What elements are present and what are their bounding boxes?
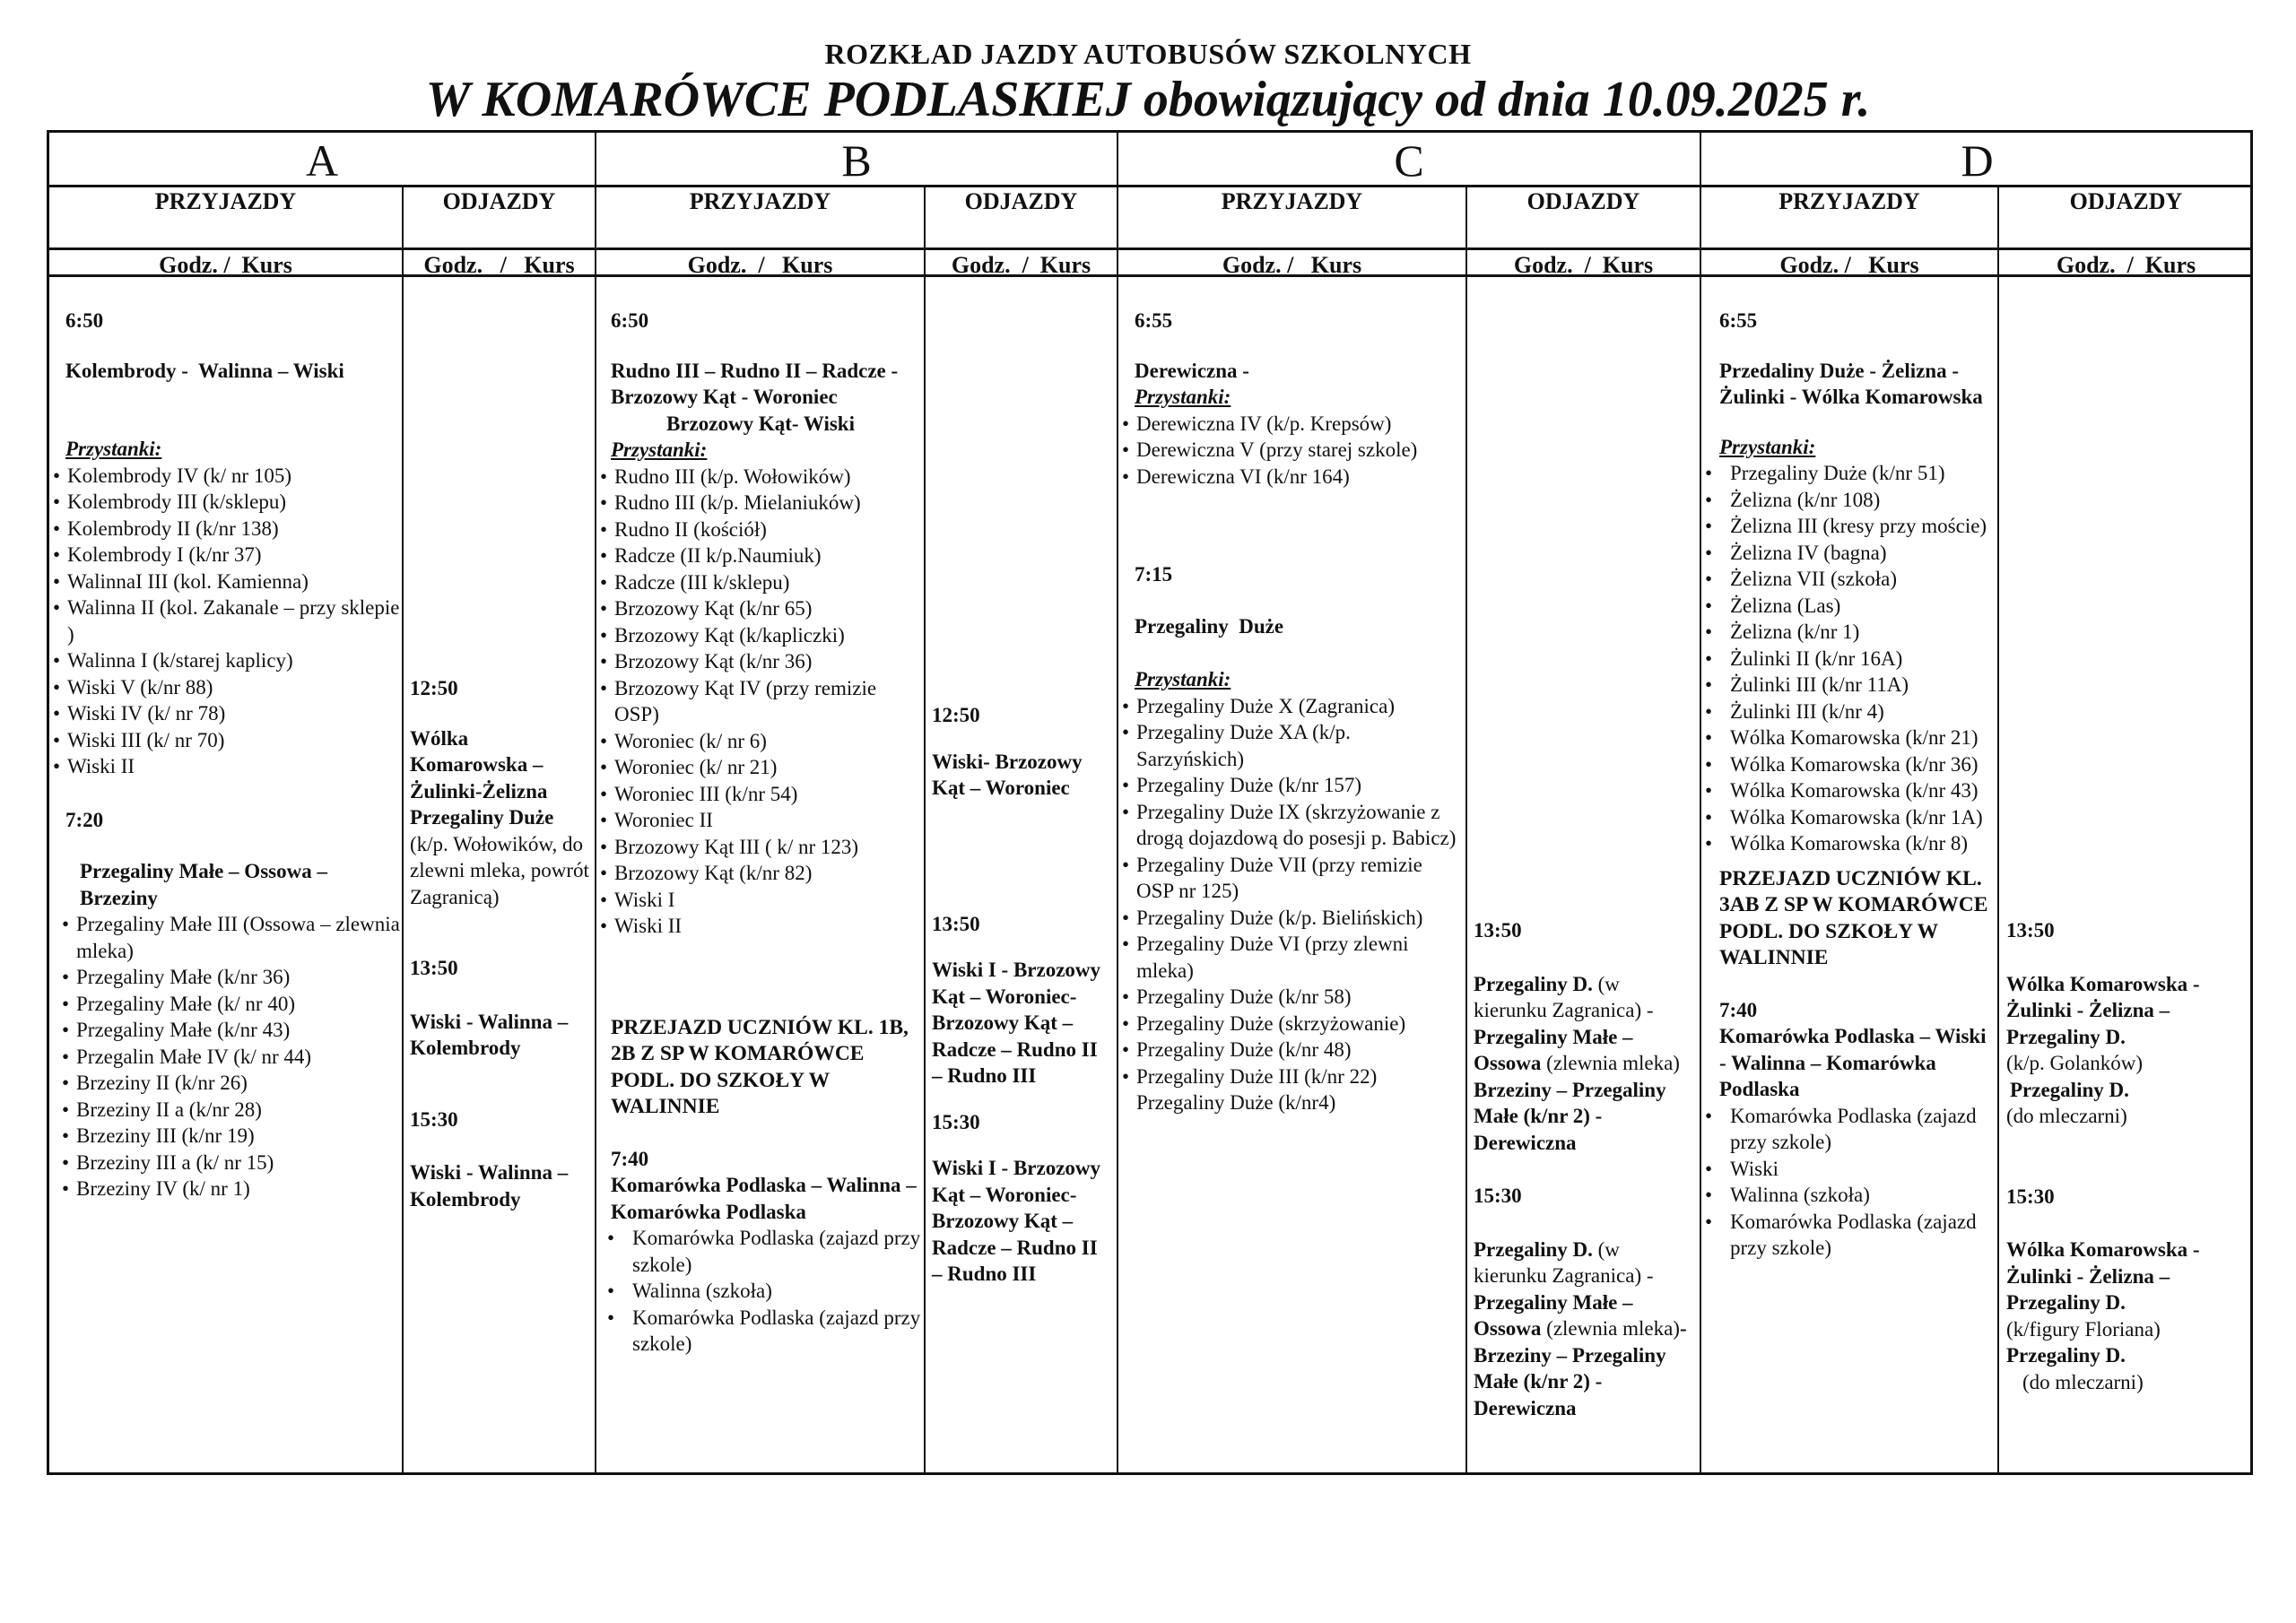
stop-item: • Brzozowy Kąt (k/kapliczki) <box>600 622 921 649</box>
a-arrivals-cell <box>53 281 401 1202</box>
c-arrivals-header: PRZYJAZDY <box>1221 188 1363 214</box>
route-part: - Brzeziny – Przegaliny Małe (k/nr 2) - Derewiczna <box>1474 1317 1687 1419</box>
d-arrivals-cell <box>1707 281 1996 1262</box>
stop-item: • Przegaliny Duże (k/nr 157) <box>1122 772 1463 799</box>
stop-item: • Przegaliny Duże VI (przy zlewni mleka) <box>1122 931 1463 984</box>
transfer-note: PRZEJAZD UCZNIÓW KL. 3AB Z SP W KOMARÓWCE PODL. DO SZKOŁY W WALINNIE <box>1719 866 1988 969</box>
stop-item: • Derewiczna V (przy starej szkole) <box>1122 437 1463 464</box>
divider <box>1465 187 1467 1472</box>
stop-item: • Derewiczna IV (k/p. Krepsów) <box>1122 411 1463 438</box>
stop-item: • Rudno III (k/p. Wołowików) <box>600 464 921 490</box>
d-arrivals-header: PRZYJAZDY <box>1779 188 1920 214</box>
stop-item: • Walinna (szkoła) <box>600 1278 921 1305</box>
stop-item: • Żelizna III (kresy przy moście) <box>1698 513 1996 540</box>
course-route: Wiski- Brzozowy Kąt – Woroniec <box>932 750 1083 799</box>
course-route: Przedaliny Duże - Żelizna - Żulinki - Wólka Komarowska <box>1719 359 1983 408</box>
stop-item: • Brzozowy Kąt III ( k/ nr 123) <box>600 834 921 861</box>
stop-item: • Kolembrody III (k/sklepu) <box>53 489 401 516</box>
route-part: Przegaliny D. <box>1474 972 1593 995</box>
course-time: 15:30 <box>2006 1185 2055 1208</box>
route-part: Przegaliny Małe – Ossowa <box>1474 1025 1633 1074</box>
stop-item: • Przegaliny Duże VII (przy remizie OSP nr 125) <box>1122 852 1463 905</box>
stop-item: • Żulinki II (k/nr 16A) <box>1698 646 1996 673</box>
stop-item: • Przegaliny Małe (k/nr 43) <box>62 1017 401 1044</box>
stops-heading: Przystanki: <box>1135 386 1231 408</box>
course-time: 7:40 <box>1719 998 1758 1021</box>
stop-item: • Wiski IV (k/ nr 78) <box>53 700 401 727</box>
b-departures-subheader: Godz. / Kurs <box>951 252 1091 278</box>
stop-item: • Brzozowy Kąt (k/nr 65) <box>600 595 921 622</box>
stop-item: • Komarówka Podlaska (zajazd przy szkole) <box>600 1305 921 1358</box>
stop-item: • Brzeziny III a (k/ nr 15) <box>62 1150 401 1176</box>
stop-item: • Żelizna (Las) <box>1698 593 1996 620</box>
course-route: Przegaliny D. <box>2010 1078 2129 1101</box>
stop-item: • Wiski II <box>53 753 401 780</box>
stop-item: • Przegaliny Małe (k/ nr 40) <box>62 991 401 1018</box>
b-arrivals-header: PRZYJAZDY <box>689 188 831 214</box>
course-time: 13:50 <box>410 957 458 979</box>
stop-item: • Przegaliny Małe (k/nr 36) <box>62 964 401 991</box>
stop-item: • Wólka Komarowska (k/nr 36) <box>1698 751 1996 778</box>
c-departures-cell <box>1474 281 1696 1421</box>
stops-list <box>1122 411 1463 490</box>
schedule-table <box>47 130 2253 1475</box>
course-time: 7:20 <box>65 808 104 831</box>
course-note: (do mleczarni) <box>2022 1370 2144 1393</box>
stop-item: • Walinna II (kol. Zakanale – przy sklepie ) <box>53 595 401 647</box>
stop-item: • Żulinki III (k/nr 11A) <box>1698 672 1996 699</box>
stop-item: • Przegaliny Duże (k/nr 48) <box>1122 1037 1463 1063</box>
stop-item: • Radcze (II k/p.Naumiuk) <box>600 542 921 569</box>
stop-item: • Komarówka Podlaska (zajazd przy szkole) <box>1698 1103 1996 1156</box>
c-departures-subheader: Godz. / Kurs <box>1513 252 1654 278</box>
stop-item: • Wiski III (k/ nr 70) <box>53 727 401 754</box>
stop-item: • Przegaliny Duże (skrzyżowanie) <box>1122 1011 1463 1037</box>
a-departures-header: ODJAZDY <box>442 188 556 214</box>
stop-item: • Wiski II <box>600 913 921 940</box>
route-part: (zlewnia mleka) <box>1541 1317 1680 1340</box>
c-arrivals-subheader: Godz. / Kurs <box>1222 252 1362 278</box>
stop-item: • Przegaliny Małe III (Ossowa – zlewnia mleka) <box>62 911 401 964</box>
divider <box>1117 133 1118 1472</box>
course-route: Komarówka Podlaska – Walinna – Komarówka Podlaska <box>611 1174 917 1223</box>
course-route: Wólka Komarowska - Żulinki - Żelizna – Przegaliny D. <box>2006 972 2200 1048</box>
course-route: Wólka Komarowska – Żulinki-Żelizna Przegaliny Duże <box>410 726 554 829</box>
route-part: Przegaliny D. <box>1474 1237 1593 1261</box>
d-departures-cell <box>2006 281 2250 1395</box>
stop-item: • Przegaliny Duże (k/nr 51) <box>1698 460 1996 487</box>
course-route: Wiski I - Brzozowy Kąt – Woroniec- Brzozowy Kąt – Radcze – Rudno II – Rudno III <box>932 959 1101 1087</box>
course-route: Wólka Komarowska - Żulinki - Żelizna – Przegaliny D. <box>2006 1238 2200 1314</box>
stop-item: • Wiski I <box>600 887 921 914</box>
stops-list <box>600 464 921 940</box>
course-route: Rudno III – Rudno II – Radcze - Brzozowy Kąt - Woroniec <box>611 359 899 408</box>
course-time: 13:50 <box>1474 919 1522 942</box>
course-time: 6:55 <box>1719 309 1758 332</box>
group-b-header: B <box>841 135 872 186</box>
stops-list <box>1698 460 1996 857</box>
course-time: 13:50 <box>2006 919 2055 942</box>
route-part: (w kierunku Zagranica) - <box>1474 972 1654 1021</box>
stops-heading: Przystanki: <box>1135 668 1231 690</box>
course-time: 7:40 <box>611 1147 649 1170</box>
divider <box>595 133 596 1472</box>
course-time: 12:50 <box>410 677 458 699</box>
stop-item: • Wólka Komarowska (k/nr 1A) <box>1698 804 1996 831</box>
divider <box>402 187 404 1472</box>
course-route: Derewiczna - <box>1135 359 1249 382</box>
course-time: 13:50 <box>932 912 980 935</box>
stop-item: • Wiski <box>1698 1156 1996 1183</box>
stop-item: • Wólka Komarowska (k/nr 8) <box>1698 830 1996 857</box>
course-note: (do mleczarni) <box>2006 1105 2127 1127</box>
b-departures-header: ODJAZDY <box>964 188 1078 214</box>
route-part: Przegaliny Małe – Ossowa <box>1474 1290 1633 1340</box>
stop-item: • Komarówka Podlaska (zajazd przy szkole) <box>600 1225 921 1278</box>
stop-item: • Woroniec (k/ nr 6) <box>600 728 921 755</box>
stop-item: • Przegaliny Duże (k/p. Bielińskich) <box>1122 905 1463 932</box>
course-note: (k/p. Wołowików, do zlewni mleka, powrót Zagranicą) <box>410 832 589 908</box>
stop-item: • Żelizna (k/nr 1) <box>1698 619 1996 646</box>
course-route: Przegaliny Duże <box>1135 614 1284 638</box>
a-arrivals-subheader: Godz. / Kurs <box>159 252 292 278</box>
stop-item: • Brzeziny III (k/nr 19) <box>62 1123 401 1150</box>
stop-item: • Kolembrody II (k/nr 138) <box>53 516 401 542</box>
stops-heading: Przystanki: <box>611 438 708 461</box>
stop-item: • Walinna I (k/starej kaplicy) <box>53 647 401 674</box>
course-time: 15:30 <box>410 1107 458 1131</box>
stop-item: • Brzozowy Kąt IV (przy remizie OSP) <box>600 675 921 728</box>
stop-item: • Woroniec III (k/nr 54) <box>600 781 921 808</box>
stops-heading: Przystanki: <box>65 438 162 460</box>
stops-list <box>600 1225 921 1358</box>
stop-item: • WalinnaI III (kol. Kamienna) <box>53 568 401 595</box>
divider <box>1997 187 1999 1472</box>
course-route: Przegaliny D. <box>2006 1344 2126 1367</box>
route-part: (zlewnia mleka) <box>1541 1052 1680 1074</box>
stop-item: • Żulinki III (k/nr 4) <box>1698 699 1996 725</box>
b-arrivals-cell <box>600 281 921 1358</box>
stop-item: • Brzozowy Kąt (k/nr 82) <box>600 860 921 887</box>
stop-item: • Przegaliny Duże X (Zagranica) <box>1122 693 1463 720</box>
stop-item: • Woroniec (k/ nr 21) <box>600 754 921 781</box>
route-part: (w kierunku Zagranica) - <box>1474 1237 1654 1287</box>
course-note: (k/figury Floriana) <box>2006 1317 2161 1341</box>
course-time: 6:50 <box>611 309 649 332</box>
divider <box>924 187 926 1472</box>
a-departures-cell <box>410 281 589 1212</box>
stops-list <box>53 463 401 780</box>
a-departures-subheader: Godz. / Kurs <box>423 252 575 278</box>
stop-item: • Wólka Komarowska (k/nr 43) <box>1698 777 1996 804</box>
stop-item: • Przegaliny Duże III (k/nr 22) <box>1122 1063 1463 1090</box>
b-arrivals-subheader: Godz. / Kurs <box>687 252 833 278</box>
stop-item: • Przegaliny Duże IX (skrzyżowanie z drogą dojazdową do posesji p. Babicz) <box>1122 799 1463 852</box>
stop-item: • Wólka Komarowska (k/nr 21) <box>1698 725 1996 751</box>
stops-list <box>53 911 401 1202</box>
transfer-note: PRZEJAZD UCZNIÓW KL. 1B, 2B Z SP W KOMARÓWCE PODL. DO SZKOŁY W WALINNIE <box>611 1015 909 1118</box>
stop-item: • Brzeziny IV (k/ nr 1) <box>62 1176 401 1202</box>
course-route-continued: Brzozowy Kąt- Wiski <box>666 412 855 435</box>
d-departures-subheader: Godz. / Kurs <box>2056 252 2196 278</box>
stop-item: Przegaliny Duże (k/nr4) <box>1136 1091 1336 1114</box>
stop-item: • Derewiczna VI (k/nr 164) <box>1122 464 1463 490</box>
d-arrivals-subheader: Godz. / Kurs <box>1779 252 1919 278</box>
course-route: Wiski - Walinna – Kolembrody <box>410 1010 569 1059</box>
route-part: Brzeziny – Przegaliny Małe (k/nr 2) - Derewiczna <box>1474 1078 1666 1154</box>
course-time: 6:50 <box>65 309 104 332</box>
stop-item: • Rudno II (kościół) <box>600 516 921 543</box>
stop-item: • Walinna (szkoła) <box>1698 1182 1996 1209</box>
stop-item: • Kolembrody I (k/nr 37) <box>53 542 401 568</box>
stop-item: • Kolembrody IV (k/ nr 105) <box>53 463 401 490</box>
group-d-header: D <box>1961 135 1994 186</box>
a-arrivals-header: PRZYJAZDY <box>154 188 297 214</box>
course-time: 15:30 <box>1474 1185 1522 1207</box>
d-departures-header: ODJAZDY <box>2069 188 2183 214</box>
stop-item: • Brzeziny II (k/nr 26) <box>62 1070 401 1097</box>
course-route: Wiski I - Brzozowy Kąt – Woroniec- Brzozowy Kąt – Radcze – Rudno II – Rudno III <box>932 1157 1101 1285</box>
stop-item: • Radcze (III k/sklepu) <box>600 569 921 596</box>
c-arrivals-cell <box>1122 281 1463 1116</box>
course-route: Przegaliny Małe – Ossowa – Brzeziny <box>80 860 327 909</box>
stop-item: • Przegaliny Duże (k/nr 58) <box>1122 984 1463 1011</box>
stop-item: • Żelizna IV (bagna) <box>1698 540 1996 567</box>
divider <box>49 247 2250 250</box>
group-c-header: C <box>1394 135 1424 186</box>
stop-item: • Żelizna VII (szkoła) <box>1698 566 1996 593</box>
course-time: 15:30 <box>932 1110 980 1133</box>
document-subtitle: W KOMARÓWCE PODLASKIEJ obowiązujący od dnia 10.09.2025 r. <box>425 72 1871 127</box>
course-time: 6:55 <box>1135 309 1173 332</box>
course-route: Komarówka Podlaska – Wiski - Walinna – Komarówka Podlaska <box>1719 1025 1987 1100</box>
stops-heading: Przystanki: <box>1719 435 1816 458</box>
stop-item: • Rudno III (k/p. Mielaniuków) <box>600 490 921 516</box>
stop-item: • Przegaliny Duże XA (k/p. Sarzyńskich) <box>1122 719 1463 772</box>
course-note: (k/p. Golanków) <box>2006 1052 2144 1074</box>
stop-item: • Wiski V (k/nr 88) <box>53 674 401 701</box>
stop-item: • Przegalin Małe IV (k/ nr 44) <box>62 1044 401 1071</box>
stop-item: • Komarówka Podlaska (zajazd przy szkole) <box>1698 1209 1996 1262</box>
course-route: Kolembrody - Walinna – Wiski <box>65 359 344 382</box>
b-departures-cell <box>932 281 1111 1288</box>
document-title: ROZKŁAD JAZDY AUTOBUSÓW SZKOLNYCH <box>824 38 1472 70</box>
stops-list <box>1698 1103 1996 1262</box>
stop-item: • Woroniec II <box>600 807 921 834</box>
group-a-header: A <box>305 135 339 186</box>
course-time: 12:50 <box>932 704 980 726</box>
stop-item: • Brzeziny II a (k/nr 28) <box>62 1097 401 1124</box>
stop-item: • Żelizna (k/nr 108) <box>1698 487 1996 514</box>
course-route: Wiski - Walinna – Kolembrody <box>410 1161 569 1211</box>
stops-list <box>1122 693 1463 1090</box>
course-time: 7:15 <box>1135 563 1173 586</box>
c-departures-header: ODJAZDY <box>1526 188 1640 214</box>
stop-item: • Brzozowy Kąt (k/nr 36) <box>600 648 921 675</box>
